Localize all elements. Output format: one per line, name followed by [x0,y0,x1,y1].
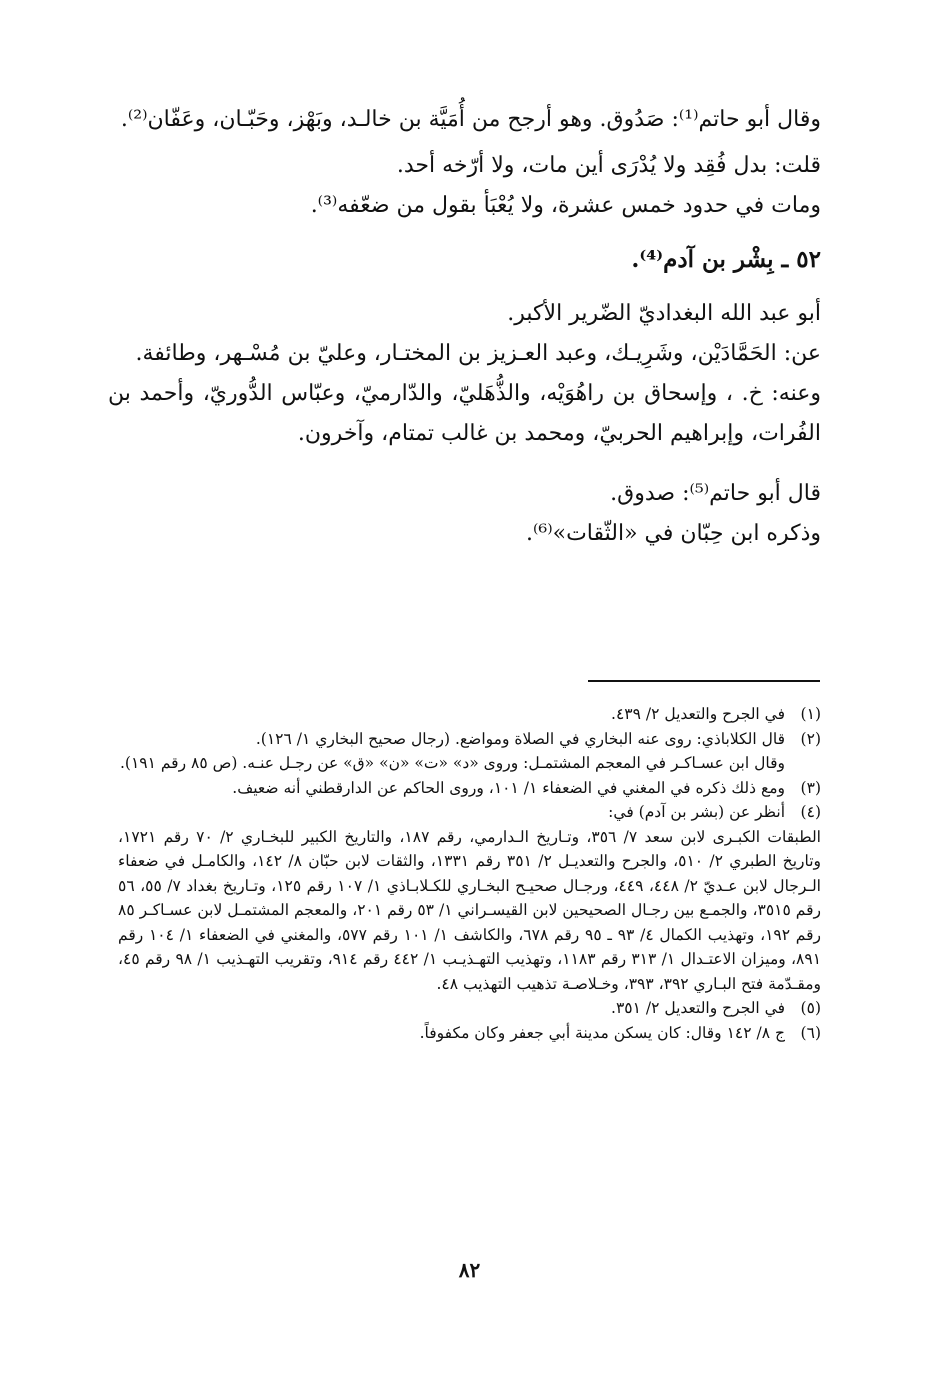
footnote-1 [118,702,821,727]
paragraph-qult: قلت: بدل فُقِد ولا يُدْرَى أين مات، ولا أرّخه أحد. [396,153,821,178]
footnote-text: أنظر عن (بشر بن آدم) في: [608,803,785,821]
footnote-6 [118,1021,821,1046]
paragraph-death: ومات في حدود خمس عشرة، ولا يُعْبَأ بقول من ضعّفه⁽³⁾. [310,193,821,218]
footnote-text: في الجرح والتعديل ٢/ ٤٣٩. [611,705,785,723]
footnote-number: (٣) [800,778,821,797]
paragraph-teachers: عن: الحَمَّادَيْن، وشَرِيـك، وعبد العـزيز بن المختـار، وعليّ بن مُسْـهر، وطائفة. [135,341,821,366]
footnote-number: (٦) [800,1023,821,1042]
footnote-number: (٢) [800,729,821,748]
footnote-number: (٤) [800,803,821,821]
footnote-text: ومع ذلك ذكره في المغني في الضعفاء ١/ ١٠١، وروى الحاكم عن الدارقطني أنه ضعيف. [232,778,785,797]
footnote-text: في الجرح والتعديل ٢/ ٣٥١. [611,999,785,1017]
main-text [108,100,821,554]
footnote-3 [118,776,821,801]
paragraph-nisba: أبو عبد الله البغداديّ الضّرير الأكبر. [507,301,821,326]
footnote-number: (١) [800,705,821,723]
footnote-4-sources: الطبقات الكبـرى لابن سعد ٧/ ٣٥٦، وتـاريخ الـدارمي، رقم ١٨٧، والتاريخ الكبير للبخـاري ٢/ ٧٠ رقم ١٧٢١، وتاريخ الطبري ٢/ ٥١٠، والجرح والتعديـل ٢/ ٣٥١ رقم ١٣٣١، والثقات لابن حبّان ٨/ ١٤٢، والكامـل في ضعفاء الـرجال لابن عـديّ ٢/ ٤٤٨، ٤٤٩، ورجـال صحيـح البخـاري للكـلابـاذي ١/ ١٠٧ رقم ١٢٥، وتـاريخ بغداد ٧/ ٥٥، ٥٦ رقم ٣٥١٥، والجمـع بين رجـال الصحيحين لابن القيسـراني ١/ ٥٣ رقم ٢٠١، والمعجم المشتمـل لابن عسـاكـر ٨٥ رقم ١٩٢، وتهذيب الكمال ٤/ ٩٣ ـ ٩٥ رقم ٦٧٨، والكاشف ١/ ١٠١ رقم ٥٧٧، والمغني في الضعفاء ١/ ١٠٤ رقم ٨٩١، وميزان الاعتـدال ١/ ٣١٣ رقم ١١٨٣، وتهذيب التهـذيـب ١/ ٤٤٢ رقم ٩١٤، وتقريب التهـذيب ١/ ٩٨ رقم ٤٥، ومقـدّمة فتح البـاري ٣٩٢، ٣٩٣، وخـلاصـة تذهيب التهذيب ٤٨. [118,827,822,993]
footnote-2 [118,727,821,776]
footnote-4 [118,800,821,825]
footnote-text: قال الكلاباذي: روى عنه البخاري في الصلاة ومواضع. (رجال صحيح البخاري ١/ ١٢٦). [255,729,785,748]
footnote-5 [118,996,821,1021]
footnote-number: (٥) [800,999,821,1017]
footnote-text: ج ٨/ ١٤٢ وقال: كان يسكن مدينة أبي جعفر وكان مكفوفاً. [419,1023,785,1042]
paragraph-abu-hatim-2: قال أبو حاتم⁽⁵⁾: صدوق. [610,481,821,506]
page-number: ٨٢ [458,1258,481,1282]
paragraph-abu-hatim-1: وقال أبو حاتم⁽¹⁾: صَدُوق. وهو أرجح من أُمَيَّة بن خالـد، وبَهْز، وحَبّـان، وعَفّان⁽²⁾. [120,107,821,132]
footnote-text: وقال ابن عسـاكـر في المعجم المشتمـل: وروى «د» «ت» «ن» «ق» عن رجـل عنـه. (ص ٨٥ رقم ١٩١). [119,754,785,772]
footnote-divider [588,680,820,682]
paragraph-students: وعنه: خ. ، وإسحاق بن راهُوَيْه، والذُّهَليّ، والدّارميّ، وعبّاس الدُّوريّ، وأحمد بن الفُرات، وإبراهيم الحربيّ، ومحمد بن غالب تمتام، وآخرون. [108,381,821,446]
paragraph-ibn-hibban: وذكره ابن حِبّان في «الثّقات»⁽⁶⁾. [525,521,821,546]
entry-title: ٥٢ ـ بِشْر بن آدم⁽⁴⁾. [631,246,821,273]
footnotes [118,702,821,1045]
